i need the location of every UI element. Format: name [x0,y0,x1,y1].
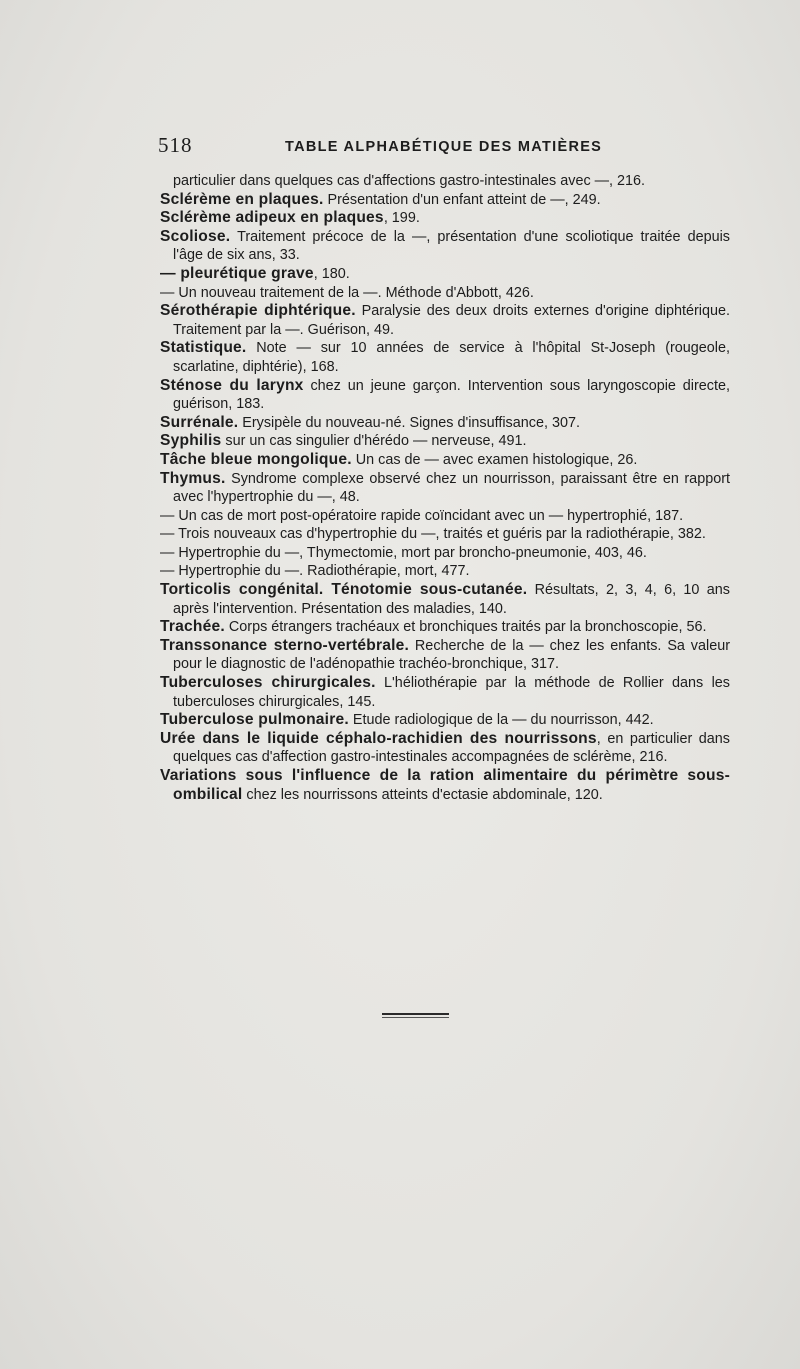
index-text: Etude radiologique de la — du nourrisson, 442. [348,712,654,729]
index-entry [160,581,730,618]
index-text: — Hypertrophie du —. Radiothérapie, mort, 477. [160,563,470,580]
index-entry [160,339,730,376]
index-term: Tuberculose pulmonaire. [160,711,349,729]
index-entry [160,414,730,433]
index-text: Erysipèle du nouveau-né. Signes d'insuffisance, 307. [238,414,580,431]
index-text: chez un jeune garçon. Intervention sous laryngoscopie directe, guérison, 183. [173,377,730,413]
index-text: sur un cas singulier d'hérédo — nerveuse, 491. [221,433,527,450]
index-term: Urée dans le liquide céphalo-rachidien des nourrissons [160,729,597,747]
index-entry [160,302,730,339]
index-term: Syphilis [160,432,222,450]
index-text: L'héliothérapie par la méthode de Rollier dans les tuberculoses chirurgicales, 145. [173,675,730,710]
index-text: chez les nourrissons atteints d'ectasie abdominale, 120. [242,786,603,803]
index-text: Note — sur 10 années de service à l'hôpital St-Joseph (rougeole, scarlatine, diphtérie), 168. [173,340,730,375]
index-term: Sclérème en plaques. [160,190,324,208]
index-entry [160,470,730,507]
end-rule [382,1013,449,1015]
index-entry [160,284,730,303]
index-body [160,172,730,804]
index-text: Présentation d'un enfant atteint de —, 249. [323,191,601,208]
index-text: Un cas de — avec examen histologique, 26. [351,451,638,468]
index-text: Paralysie des deux droits externes d'origine diphtérique. Traitement par la —. Guérison, 49. [173,303,730,338]
index-entry [160,711,730,730]
index-entry [160,674,730,711]
index-text: Résultats, 2, 3, 4, 6, 10 ans après l'intervention. Présentation des maladies, 140. [173,582,730,617]
index-entry [160,730,730,767]
index-text: , 180. [313,265,350,282]
index-entry [160,637,730,674]
index-entry [160,507,730,526]
index-term: Sclérème adipeux en plaques [160,209,384,227]
index-term: Thymus. [160,469,226,487]
end-rule-thin [382,1017,449,1018]
index-entry [160,562,730,581]
index-entry [160,209,730,228]
index-term: Statistique. [160,339,247,357]
index-text: Syndrome complexe observé chez un nourrisson, paraissant être en rapport avec l'hypertrophie du —, 48. [173,470,730,506]
index-term: Tuberculoses chirurgicales. [160,674,376,692]
index-entry [160,544,730,563]
index-term: Tâche bleue mongolique. [160,450,352,468]
index-term: Torticolis congénital. Ténotomie sous-cutanée. [160,581,528,599]
index-text: particulier dans quelques cas d'affections gastro-intestinales avec —, 216. [173,173,646,189]
index-term: Sténose du larynx [160,376,304,394]
index-text: Recherche de la — chez les enfants. Sa valeur pour le diagnostic de l'adénopathie trachéo-bronchique, 317. [173,637,730,673]
index-entry [160,265,730,284]
index-entry [160,767,730,804]
running-head: TABLE ALPHABÉTIQUE DES MATIÈRES [285,139,603,155]
index-text: , 199. [383,210,420,227]
index-text: Traitement précoce de la —, présentation d'une scoliotique traitée depuis l'âge de six ans, 33. [173,228,730,264]
index-entry [160,172,730,191]
index-entry [160,525,730,544]
index-text: , en particulier dans quelques cas d'affection gastro-intestinales accompagnées de sclérème, 216. [173,730,731,766]
index-term: Trachée. [160,618,225,636]
index-text: — Un cas de mort post-opératoire rapide coïncidant avec un — hypertrophié, 187. [160,507,684,524]
index-text: — Hypertrophie du —, Thymectomie, mort par broncho-pneumonie, 403, 46. [160,544,647,561]
index-text: — Trois nouveaux cas d'hypertrophie du —, traités et guéris par la radiothérapie, 382. [160,526,706,543]
index-entry [160,618,730,637]
index-term: Sérothérapie diphtérique. [160,302,356,320]
index-text: Corps étrangers trachéaux et bronchiques traités par la bronchoscopie, 56. [224,619,707,636]
index-term: Variations sous l'influence de la ration alimentaire du périmètre sous-ombilical [160,767,730,803]
page-number: 518 [158,133,193,157]
index-term: Scoliose. [160,227,231,245]
index-entry [160,432,730,451]
index-entry [160,228,730,265]
index-entry [160,191,730,210]
index-term: — pleurétique grave [160,264,314,282]
index-term: Surrénale. [160,413,239,431]
index-text: — Un nouveau traitement de la —. Méthode d'Abbott, 426. [160,284,534,301]
index-entry [160,377,730,414]
index-term: Transsonance sterno-vertébrale. [160,636,410,654]
index-entry [160,451,730,470]
